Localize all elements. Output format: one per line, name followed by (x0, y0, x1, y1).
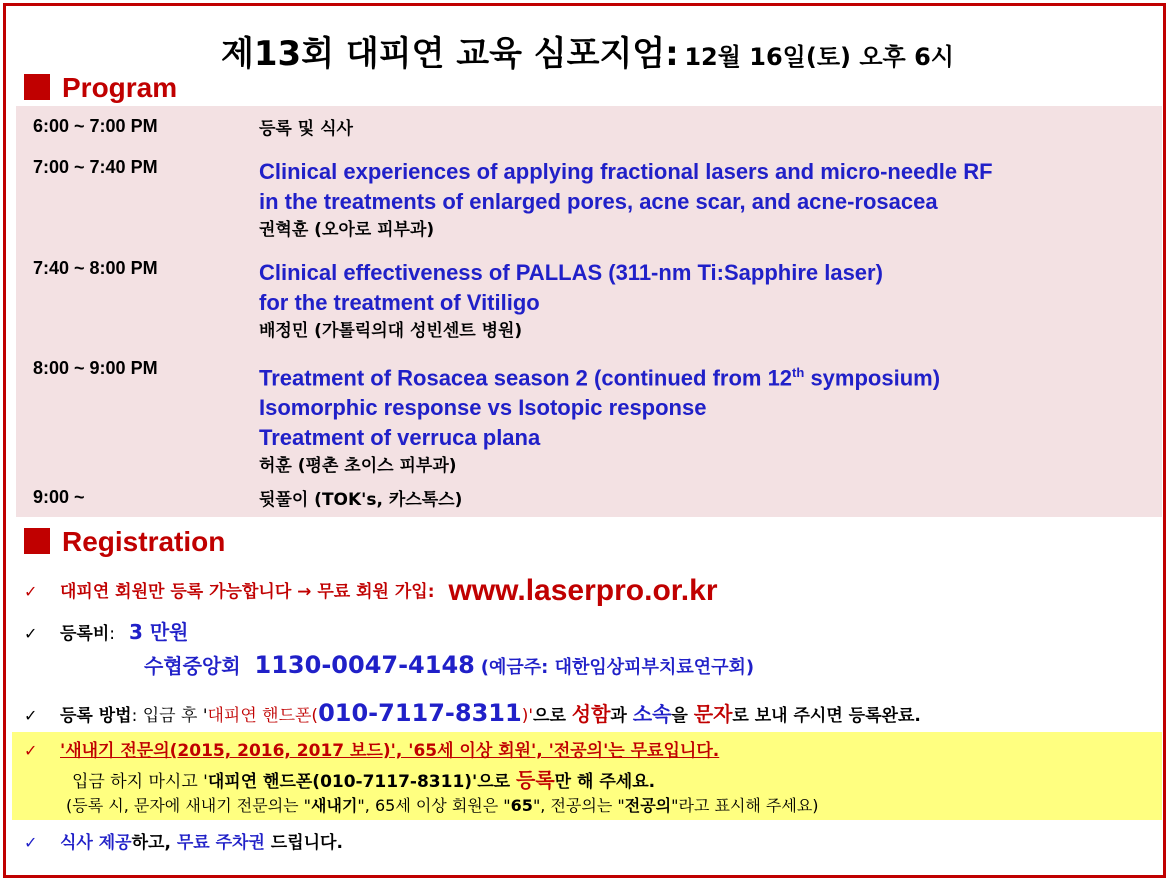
program-title-line: Clinical experiences of applying fractional lasers and micro-needle RF (259, 159, 993, 184)
page-title (0, 26, 1175, 75)
method-label: 등록 방법 (60, 706, 132, 726)
check-icon: ✓ (24, 741, 38, 760)
note-text: ", 65세 이상 회원은 " (357, 796, 511, 815)
program-speaker: 권혁훈 (오아로 피부과) (259, 220, 435, 240)
program-time: 9:00 ~ (33, 487, 85, 507)
registration-item (24, 574, 718, 608)
method-affiliation: 소속 (632, 702, 672, 726)
program-title-line: in the treatments of enlarged pores, acne scar, and acne-rosacea (259, 189, 938, 214)
registration-item (24, 828, 343, 853)
account-holder: (예금주: 대한임상피부치료연구회) (480, 657, 755, 678)
registration-item (24, 736, 719, 761)
bank-name: 수협중앙회 (144, 654, 241, 678)
program-title-line: for the treatment of Vitiligo (259, 290, 540, 315)
title-date: 12월 16일(토) 오후 6시 (684, 43, 954, 71)
instruction-text: 대피연 핸드폰(010-7117-8311)'으로 (207, 772, 517, 792)
program-time: 6:00 ~ 7:00 PM (33, 116, 158, 136)
program-title-line (259, 358, 940, 393)
program-title-line: Isomorphic response vs Isotopic response (259, 395, 707, 421)
method-text: 대피연 핸드폰( (207, 706, 319, 726)
square-bullet-icon (24, 74, 50, 100)
parking-text: 무료 주차권 (176, 833, 265, 853)
method-text: 과 (610, 706, 633, 726)
fee-amount: 3 만원 (128, 620, 189, 644)
registration-item (24, 616, 188, 645)
method-text: 로 보내 주시면 등록완료. (732, 706, 921, 726)
program-time: 8:00 ~ 9:00 PM (33, 358, 158, 378)
check-icon: ✓ (24, 833, 38, 852)
method-text: : 입금 후 ' (131, 706, 208, 726)
fee-label: 등록비 (60, 624, 110, 644)
title-main: 제13회 대피연 교육 심포지엄: (221, 34, 679, 74)
method-text: 으로 (533, 706, 572, 726)
program-title-line: Clinical effectiveness of PALLAS (311-nm Ti:Sapphire laser) (259, 260, 883, 285)
instruction-text: 만 해 주세요. (554, 772, 656, 792)
note-text: 65 (510, 796, 533, 815)
ordinal-suffix: th (792, 365, 805, 380)
free-instruction (72, 764, 655, 793)
account-number: 1130-0047-4148 (254, 651, 475, 679)
instruction-text: 입금 하지 마시고 ' (72, 772, 208, 792)
program-heading (24, 72, 177, 104)
check-icon: ✓ (24, 706, 38, 725)
membership-note: 대피연 회원만 등록 가능합니다 → 무료 회원 가입: (60, 582, 435, 602)
program-speaker: 배정민 (가톨릭의대 성빈센트 병원) (259, 321, 523, 341)
check-icon: ✓ (24, 624, 38, 643)
meal-text: 식사 제공 (60, 833, 132, 853)
method-text: 을 (671, 706, 694, 726)
program-title-text: symposium) (804, 365, 941, 391)
free-notice: '새내기 전문의(2015, 2016, 2017 보드)', '65세 이상 회원', '전공의'는 무료입니다. (60, 741, 720, 761)
square-bullet-icon (24, 528, 50, 554)
program-title-text: Treatment of Rosacea season 2 (continued from 12 (259, 365, 793, 391)
program-time: 7:40 ~ 8:00 PM (33, 258, 158, 278)
note-text: (등록 시, 문자에 새내기 전문의는 " (66, 796, 312, 815)
program-item: 뒷풀이 (TOK's, 카스톡스) (259, 490, 463, 510)
program-item: 등록 및 식사 (259, 119, 353, 139)
method-name: 성함 (571, 702, 611, 726)
program-time: 7:00 ~ 7:40 PM (33, 157, 158, 177)
program-heading-label: Program (62, 72, 178, 103)
note-text: 전공의 (624, 796, 672, 815)
method-text: )' (521, 706, 534, 726)
meal-text: 하고, (131, 833, 177, 853)
instruction-text: 등록 (516, 768, 555, 792)
registration-heading (24, 526, 225, 558)
signup-link[interactable]: www.laserpro.or.kr (448, 574, 718, 607)
free-note (66, 793, 819, 816)
fee-colon: : (109, 624, 116, 644)
note-text: 새내기 (311, 796, 358, 815)
registration-heading-label: Registration (62, 526, 226, 557)
meal-text: 드립니다. (264, 833, 343, 853)
phone-number: 010-7117-8311 (318, 699, 522, 727)
program-title-line: Treatment of verruca plana (259, 425, 541, 451)
method-sms: 문자 (693, 702, 733, 726)
note-text: "라고 표시해 주세요) (671, 796, 819, 815)
note-text: ", 전공의는 " (532, 796, 625, 815)
bank-account (144, 650, 754, 679)
registration-item (24, 698, 921, 727)
check-icon: ✓ (24, 582, 38, 601)
program-speaker: 허훈 (평촌 초이스 피부과) (259, 456, 457, 477)
